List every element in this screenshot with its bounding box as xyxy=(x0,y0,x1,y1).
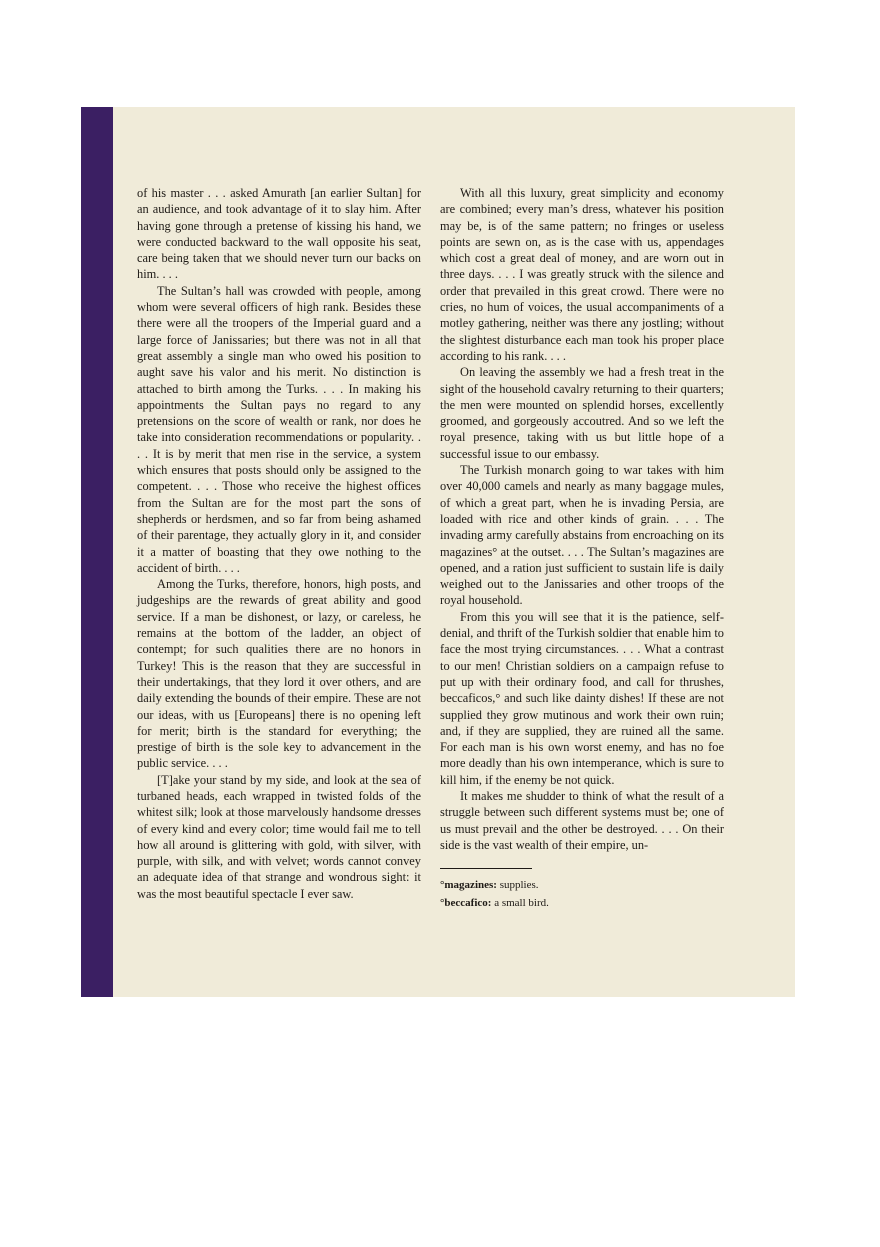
paragraph: It makes me shudder to think of what the result of a struggle between such different systems must be; one of us must prevail and the other be destroyed. . . . On their side is the vast wealth of their empire, un- xyxy=(440,788,724,852)
paragraph: From this you will see that it is the patience, self-denial, and thrift of the Turkish soldier that enable him to face the most trying circumstances. . . . What a contrast to our men! Christian soldiers on a campaign refuse to put up with their ordinary food, and call for thrushes, beccaficos,° and such like dainty dishes! If these are not supplied they grow mutinous and work their own ruin; and, if they are supplied, they are ruined all the same. For each man is his own worst enemy, and has no foe more deadly than his own intemperance, which is sure to kill him, if the enemy be not quick. xyxy=(440,609,724,787)
footnote-divider xyxy=(440,868,532,869)
left-column xyxy=(137,185,421,902)
paragraph: With all this luxury, great simplicity and economy are combined; every man’s dress, whatever his position may be, is of the same pattern; no fringes or useless points are sewn on, as is the case with us, appendages which cost a great deal of money, and are worn out in three days. . . . I was greatly struck with the silence and order that prevailed in this great crowd. There were no cries, no hum of voices, the usual accompaniments of a motley gathering, neither was there any jostling; without the slightest disturbance each man took his proper place according to his rank. . . . xyxy=(440,186,724,363)
footnote-term: °magazines: xyxy=(440,879,497,892)
paragraph: Among the Turks, therefore, honors, high posts, and judgeships are the rewards of great ability and good service. If a man be dishonest, or lazy, or careless, he remains at the bottom of the ladder, an object of contempt; for such qualities there are no honors in Turkey! This is the reason that they are successful in their undertakings, that they lord it over others, and are daily extending the bounds of their empire. These are not our ideas, with us [Europeans] there is no opening left for merit; birth is the standard for everything; the prestige of birth is the sole key to advancement in the public service. . . . xyxy=(137,577,421,771)
footnote xyxy=(440,876,724,894)
footnote-definition: a small bird. xyxy=(494,897,549,910)
paragraph: The Turkish monarch going to war takes with him over 40,000 camels and nearly as many baggage mules, of which a great part, when he is invading Persia, are loaded with rice and other kinds of grain. . . . The invading army carefully abstains from encroaching on its magazines° at the outset. . . . The Sultan’s magazines are opened, and a ration just sufficient to sustain life is daily weighed out to the Janissaries and other troops of the royal household. xyxy=(440,463,724,608)
paragraph: The Sultan’s hall was crowded with people, among whom were several officers of high rank. Besides these there were all the troopers of the Imperial guard and a large force of Janissaries; but there was not in all that great assembly a single man who owed his position to aught save his valor and his merit. No distinction is attached to birth among the Turks. . . . In making his appointments the Sultan pays no regard to any pretensions on the score of wealth or rank, nor does he take into consideration recommendations or popularity. . . . It is by merit that men rise in the service, a system which ensures that posts should only be assigned to the competent. . . . Those who receive the highest offices from the Sultan are for the most part the sons of shepherds or herdsmen, and so far from being ashamed of their parentage, they actually glory in it, and consider it a matter of boasting that they owe nothing to the accident of birth. . . . xyxy=(137,283,421,575)
paragraph: of his master . . . asked Amurath [an earlier Sultan] for an audience, and took advantage of it to slay him. After having gone through a pretense of kissing his hand, we were conducted backward to the wall opposite his seat, care being taken that we should never turn our backs on him. . . . xyxy=(137,186,421,282)
footnote-definition: supplies. xyxy=(499,879,539,892)
side-stripe xyxy=(81,107,113,997)
paragraph: On leaving the assembly we had a fresh treat in the sight of the household cavalry returning to their quarters; the men were mounted on splendid horses, excellently groomed, and gorgeously accoutred. And so we left the royal presence, taking with us but little hope of a successful issue to our embassy. xyxy=(440,365,724,461)
paragraph: [T]ake your stand by my side, and look at the sea of turbaned heads, each wrapped in twisted folds of the whitest silk; look at those marvelously handsome dresses of every kind and every color; time would fail me to tell how all around is glittering with gold, with silver, with purple, with silk, and with velvet; words cannot convey an adequate idea of that strange and wondrous sight: it was the most beautiful spectacle I ever saw. xyxy=(137,772,421,901)
footnote-term: °beccafico: xyxy=(440,897,492,910)
content-panel xyxy=(81,107,795,997)
footnote xyxy=(440,894,724,912)
right-column xyxy=(440,185,724,912)
